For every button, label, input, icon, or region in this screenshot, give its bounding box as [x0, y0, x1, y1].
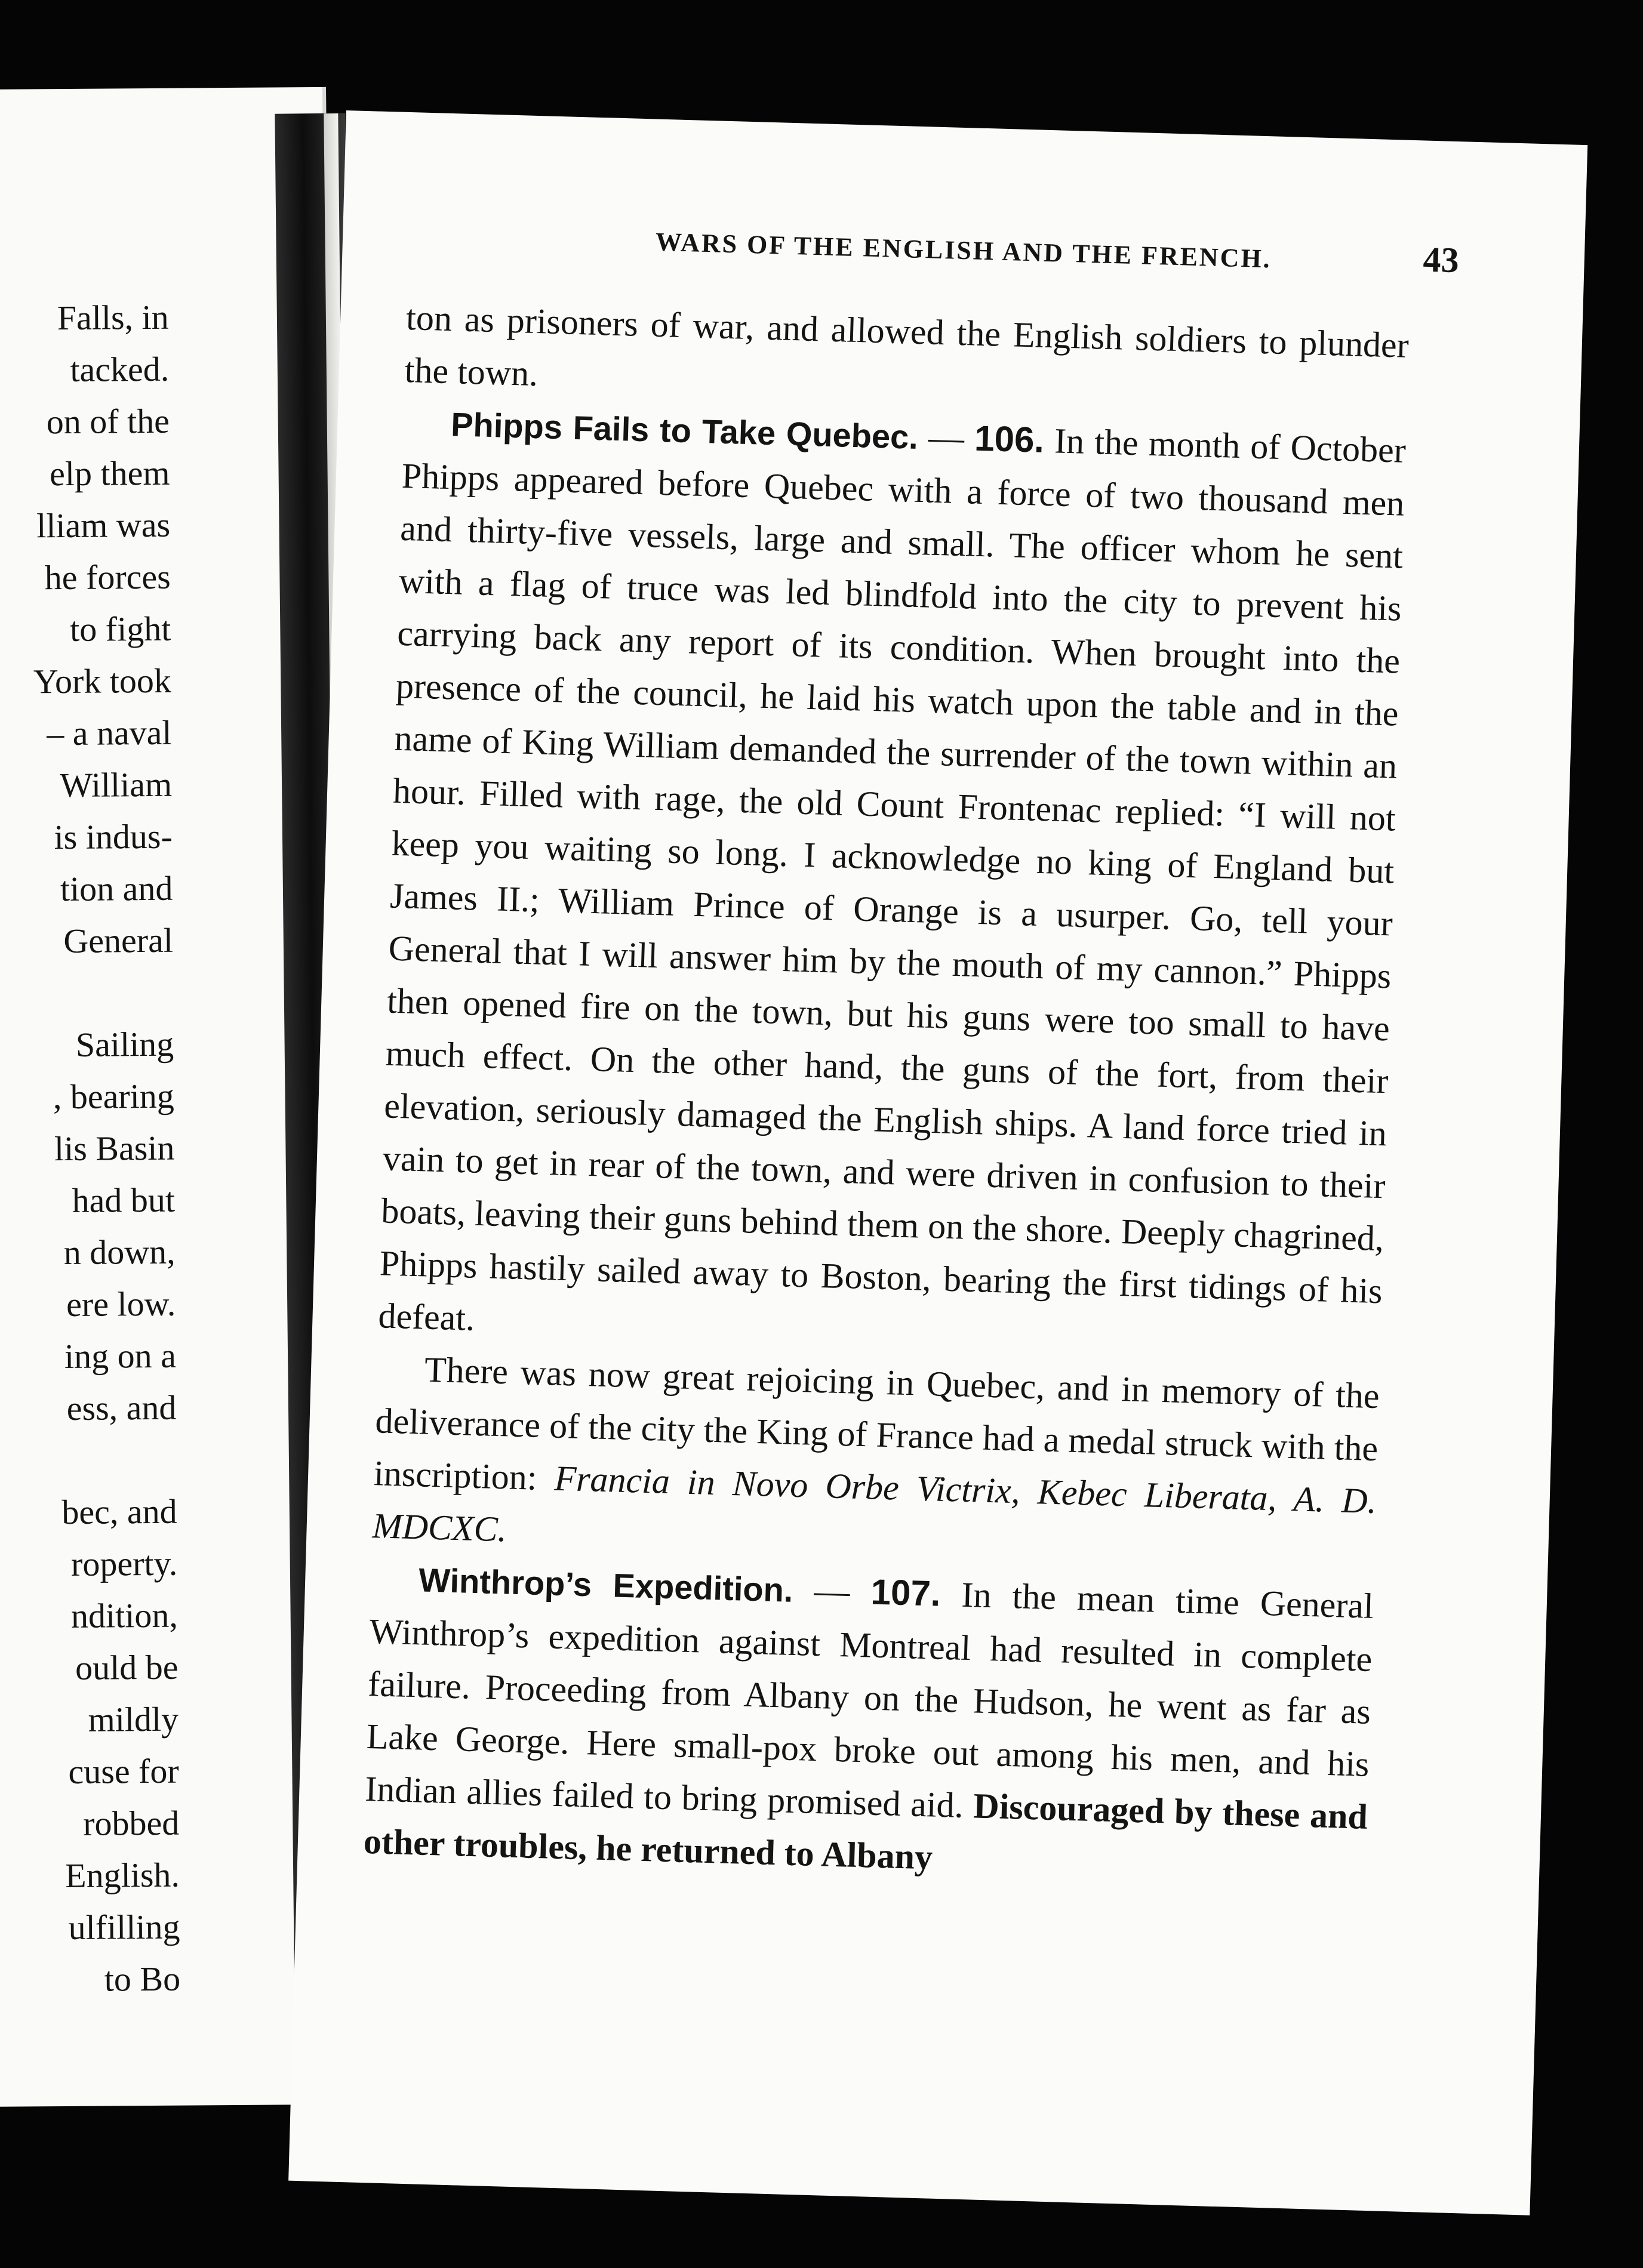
left-page-line: [0, 966, 174, 1019]
left-page-line: Falls, in: [57, 297, 169, 338]
left-page-line: n down,: [63, 1232, 176, 1272]
left-page-line: Sailing: [75, 1024, 174, 1064]
left-page-line: had but: [72, 1180, 176, 1220]
section-heading: Phipps Fails to Take Quebec.: [450, 405, 919, 456]
left-page-line: , bearing: [53, 1076, 175, 1117]
page-number: 43: [1422, 239, 1460, 281]
left-page-text-column: [0, 291, 180, 2006]
left-page-line: English.: [64, 1855, 180, 1896]
left-page-line: ess, and: [66, 1388, 177, 1428]
continued-paragraph: ton as prisoners of war, and allowed the English soldiers to plunder the town.: [404, 297, 1410, 394]
left-page-line: ing on a: [64, 1336, 177, 1376]
left-page-line: – a naval: [46, 713, 172, 753]
left-page-line: William: [60, 765, 173, 805]
left-page-line: lliam was: [36, 505, 171, 546]
medal-text: There was now great rejoicing in Quebec, and in memory of the deliverance of the city the King of France had a medal struck with the inscription:: [373, 1349, 1380, 1498]
left-page-line: ulfilling: [68, 1907, 180, 1947]
section-106-paragraph: [377, 396, 1407, 1370]
heading-dash: —: [792, 1570, 872, 1612]
left-page-line: is indus-: [54, 816, 173, 857]
medal-inscription: Francia in Novo Orbe Victrix, Kebec Liberata, A. D. MDCXC.: [371, 1458, 1377, 1549]
heading-dash: —: [917, 417, 976, 458]
left-page-line: roperty.: [70, 1543, 178, 1583]
left-page-line: to Bo: [104, 1959, 181, 1999]
left-page-line: cuse for: [68, 1751, 179, 1791]
medal-paragraph: [372, 1342, 1380, 1580]
left-page-line: ndition,: [70, 1595, 179, 1635]
left-page-line: elp them: [49, 453, 170, 494]
running-head: WARS OF THE ENGLISH AND THE FRENCH.: [655, 227, 1272, 274]
right-page: [288, 110, 1587, 2215]
left-page-line: lis Basin: [54, 1128, 175, 1169]
left-page-line: he forces: [44, 557, 171, 597]
left-page-line: to fight: [69, 609, 171, 649]
left-page-line: tion and: [60, 868, 173, 909]
left-page-line: ere low.: [66, 1284, 176, 1324]
left-page-line: on of the: [46, 401, 170, 442]
left-page-line: General: [63, 920, 174, 961]
section-107-paragraph: [363, 1552, 1374, 1896]
left-page-line: mildly: [88, 1699, 179, 1739]
section-number: 107.: [870, 1571, 942, 1614]
left-page-line: [0, 1434, 177, 1487]
section-text: In the mean time General Winthrop’s expedition against Montreal had resulted in complete failure. Proceeding from Albany on the Hudson, he went as far as Lake George. Here small-pox broke out among his men, and his Indian allies failed to bring promised aid.: [364, 1574, 1374, 1826]
left-page-line: tacked.: [70, 349, 170, 389]
section-text-end: Discouraged by these and other troubles, he returned to Albany: [363, 1786, 1368, 1877]
left-page-line: robbed: [82, 1803, 180, 1843]
left-page-line: ould be: [75, 1647, 179, 1687]
body-text: [363, 291, 1410, 1896]
left-page-line: bec, and: [61, 1492, 177, 1532]
section-heading: Winthrop’s Expedition.: [418, 1561, 794, 1609]
section-text: In the month of October Phipps appeared before Quebec with a force of two thousand men and thirty-five vessels, large and small. The officer whom he sent with a flag of truce was led blindfold into the city to prevent his carrying back any report of its condition. When brought into the presence of the council, he laid his watch upon the table and in the name of King William demanded the surrender of the town within an hour. Filled with rage, the old Count Frontenac replied: “I will not keep you waiting so long. I acknowledge no king of England but James II.; William Prince of Orange is a usurper. Go, tell your General that I will answer him by the mouth of my cannon.” Phipps then opened fire on the town, but his guns were too small to have much effect. On the other hand, the guns of the fort, from their elevation, seriously damaged the English ships. A land force tried in vain to get in rear of the town, and were driven in confusion to their boats, leaving their guns behind them on the shore. Deeply chagrined, Phipps hastily sailed away to Boston, bearing the first tidings of his defeat.: [377, 420, 1407, 1338]
section-number: 106.: [974, 418, 1045, 460]
left-page-line: York took: [33, 661, 172, 701]
